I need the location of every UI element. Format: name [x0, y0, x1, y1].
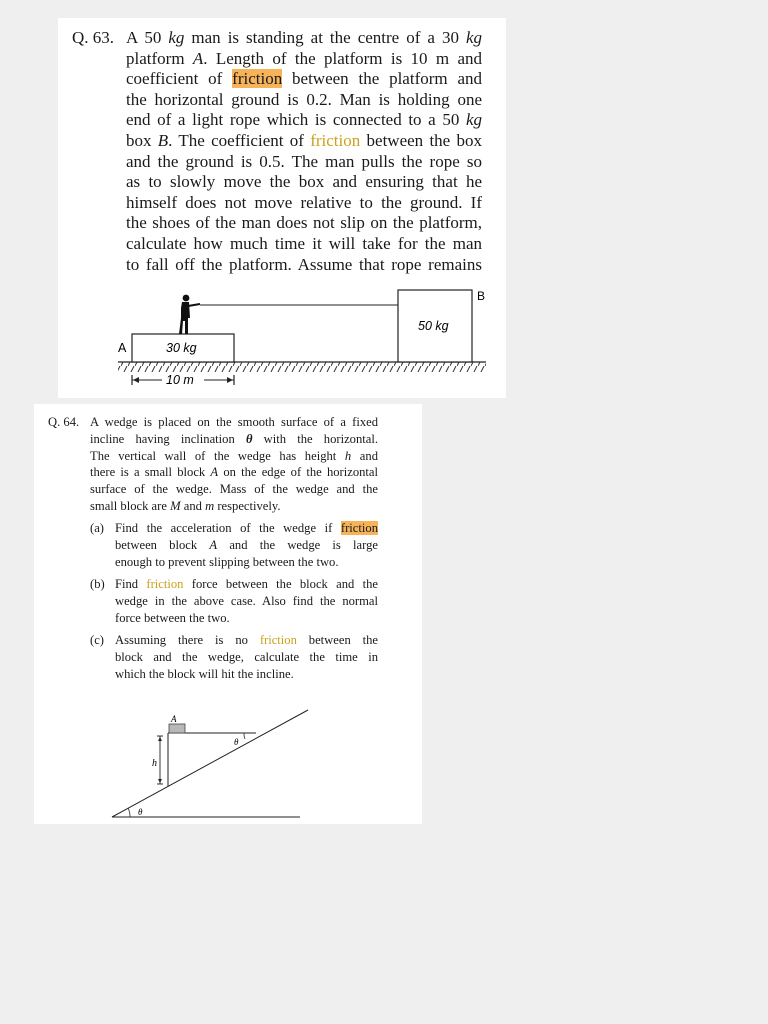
question-63-card [58, 18, 506, 398]
height-arrow-bottom [158, 779, 162, 783]
text-line: small block are M and m respectively. [90, 498, 281, 513]
question-number: Q. 64. [48, 415, 80, 429]
text-line: force between the two. [115, 610, 230, 625]
incline-line [112, 710, 308, 817]
highlight-friction: friction [232, 69, 283, 89]
part-label: (a) [90, 521, 104, 535]
dimension-arrow-right [227, 377, 233, 383]
wedge-incline-figure [34, 404, 422, 824]
platform-box-figure [58, 18, 506, 398]
angle-arc-top [244, 733, 245, 739]
text-line: enough to prevent slipping between the two. [115, 554, 339, 569]
text-line: as to slowly move the box and ensuring that he [126, 172, 482, 192]
text-line: A 50 kg man is standing at the centre of a 30 kg [126, 28, 482, 47]
block-a [169, 724, 185, 733]
text-line: A wedge is placed on the smooth surface of a fixed [90, 415, 378, 429]
question-number: Q. 63. [72, 28, 115, 47]
length-label: 10 m [166, 373, 194, 387]
text-line: the shoes of the man does not slip on the platform, [126, 213, 482, 233]
label-h: h [152, 758, 157, 769]
highlight-friction: friction [146, 577, 184, 591]
platform-mass-label: 30 kg [166, 341, 197, 355]
text-line: coefficient of friction between the platform and [126, 69, 482, 89]
label-a: A [171, 714, 177, 724]
height-arrow-top [158, 737, 162, 741]
text-line: Assuming there is no friction between the [115, 633, 379, 647]
text-line: incline having inclination θ with the horizontal. [90, 431, 378, 446]
text-line: wedge in the above case. Also find the normal [115, 593, 378, 608]
part-label: (b) [90, 577, 105, 591]
text-line: end of a light rope which is connected to a 50 kg [126, 110, 482, 130]
highlight-friction: friction [259, 633, 297, 647]
text-line: to fall off the platform. Assume that rope remains [126, 254, 482, 274]
text-line: calculate how much time it will take for the man [126, 233, 482, 253]
text-line: surface of the wedge. Mass of the wedge and the [90, 482, 378, 497]
text-line: himself does not move relative to the ground. If [126, 192, 482, 212]
text-line: and the ground is 0.5. The man pulls the rope so [126, 151, 482, 171]
angle-arc-bottom [128, 808, 130, 817]
question-64-card [34, 404, 422, 824]
ground-hatching [118, 362, 486, 372]
text-line: The vertical wall of the wedge has height h and [90, 448, 378, 463]
highlight-friction: friction [310, 130, 361, 150]
text-line: Find friction force between the block and the [115, 577, 378, 591]
highlight-friction: friction [340, 521, 378, 535]
angle-bottom-label: θ [138, 807, 143, 817]
text-line: between block A and the wedge is large [115, 537, 378, 552]
text-line: Find the acceleration of the wedge if friction [115, 521, 378, 535]
text-line: which the block will hit the incline. [115, 666, 294, 681]
angle-top-label: θ [234, 737, 239, 747]
man-figure [179, 295, 200, 334]
part-label: (c) [90, 633, 104, 647]
label-a: A [118, 341, 127, 355]
dimension-arrow-left [133, 377, 139, 383]
text-line: block and the wedge, calculate the time in [115, 649, 378, 664]
text-line: box B. The coefficient of friction between the box [126, 130, 482, 150]
text-line: platform A. Length of the platform is 10 m and [126, 48, 482, 68]
box-mass-label: 50 kg [418, 319, 449, 333]
text-line: the horizontal ground is 0.2. Man is holding one [126, 89, 482, 109]
text-line: there is a small block A on the edge of the horizontal [90, 465, 379, 480]
label-b: B [477, 289, 486, 303]
